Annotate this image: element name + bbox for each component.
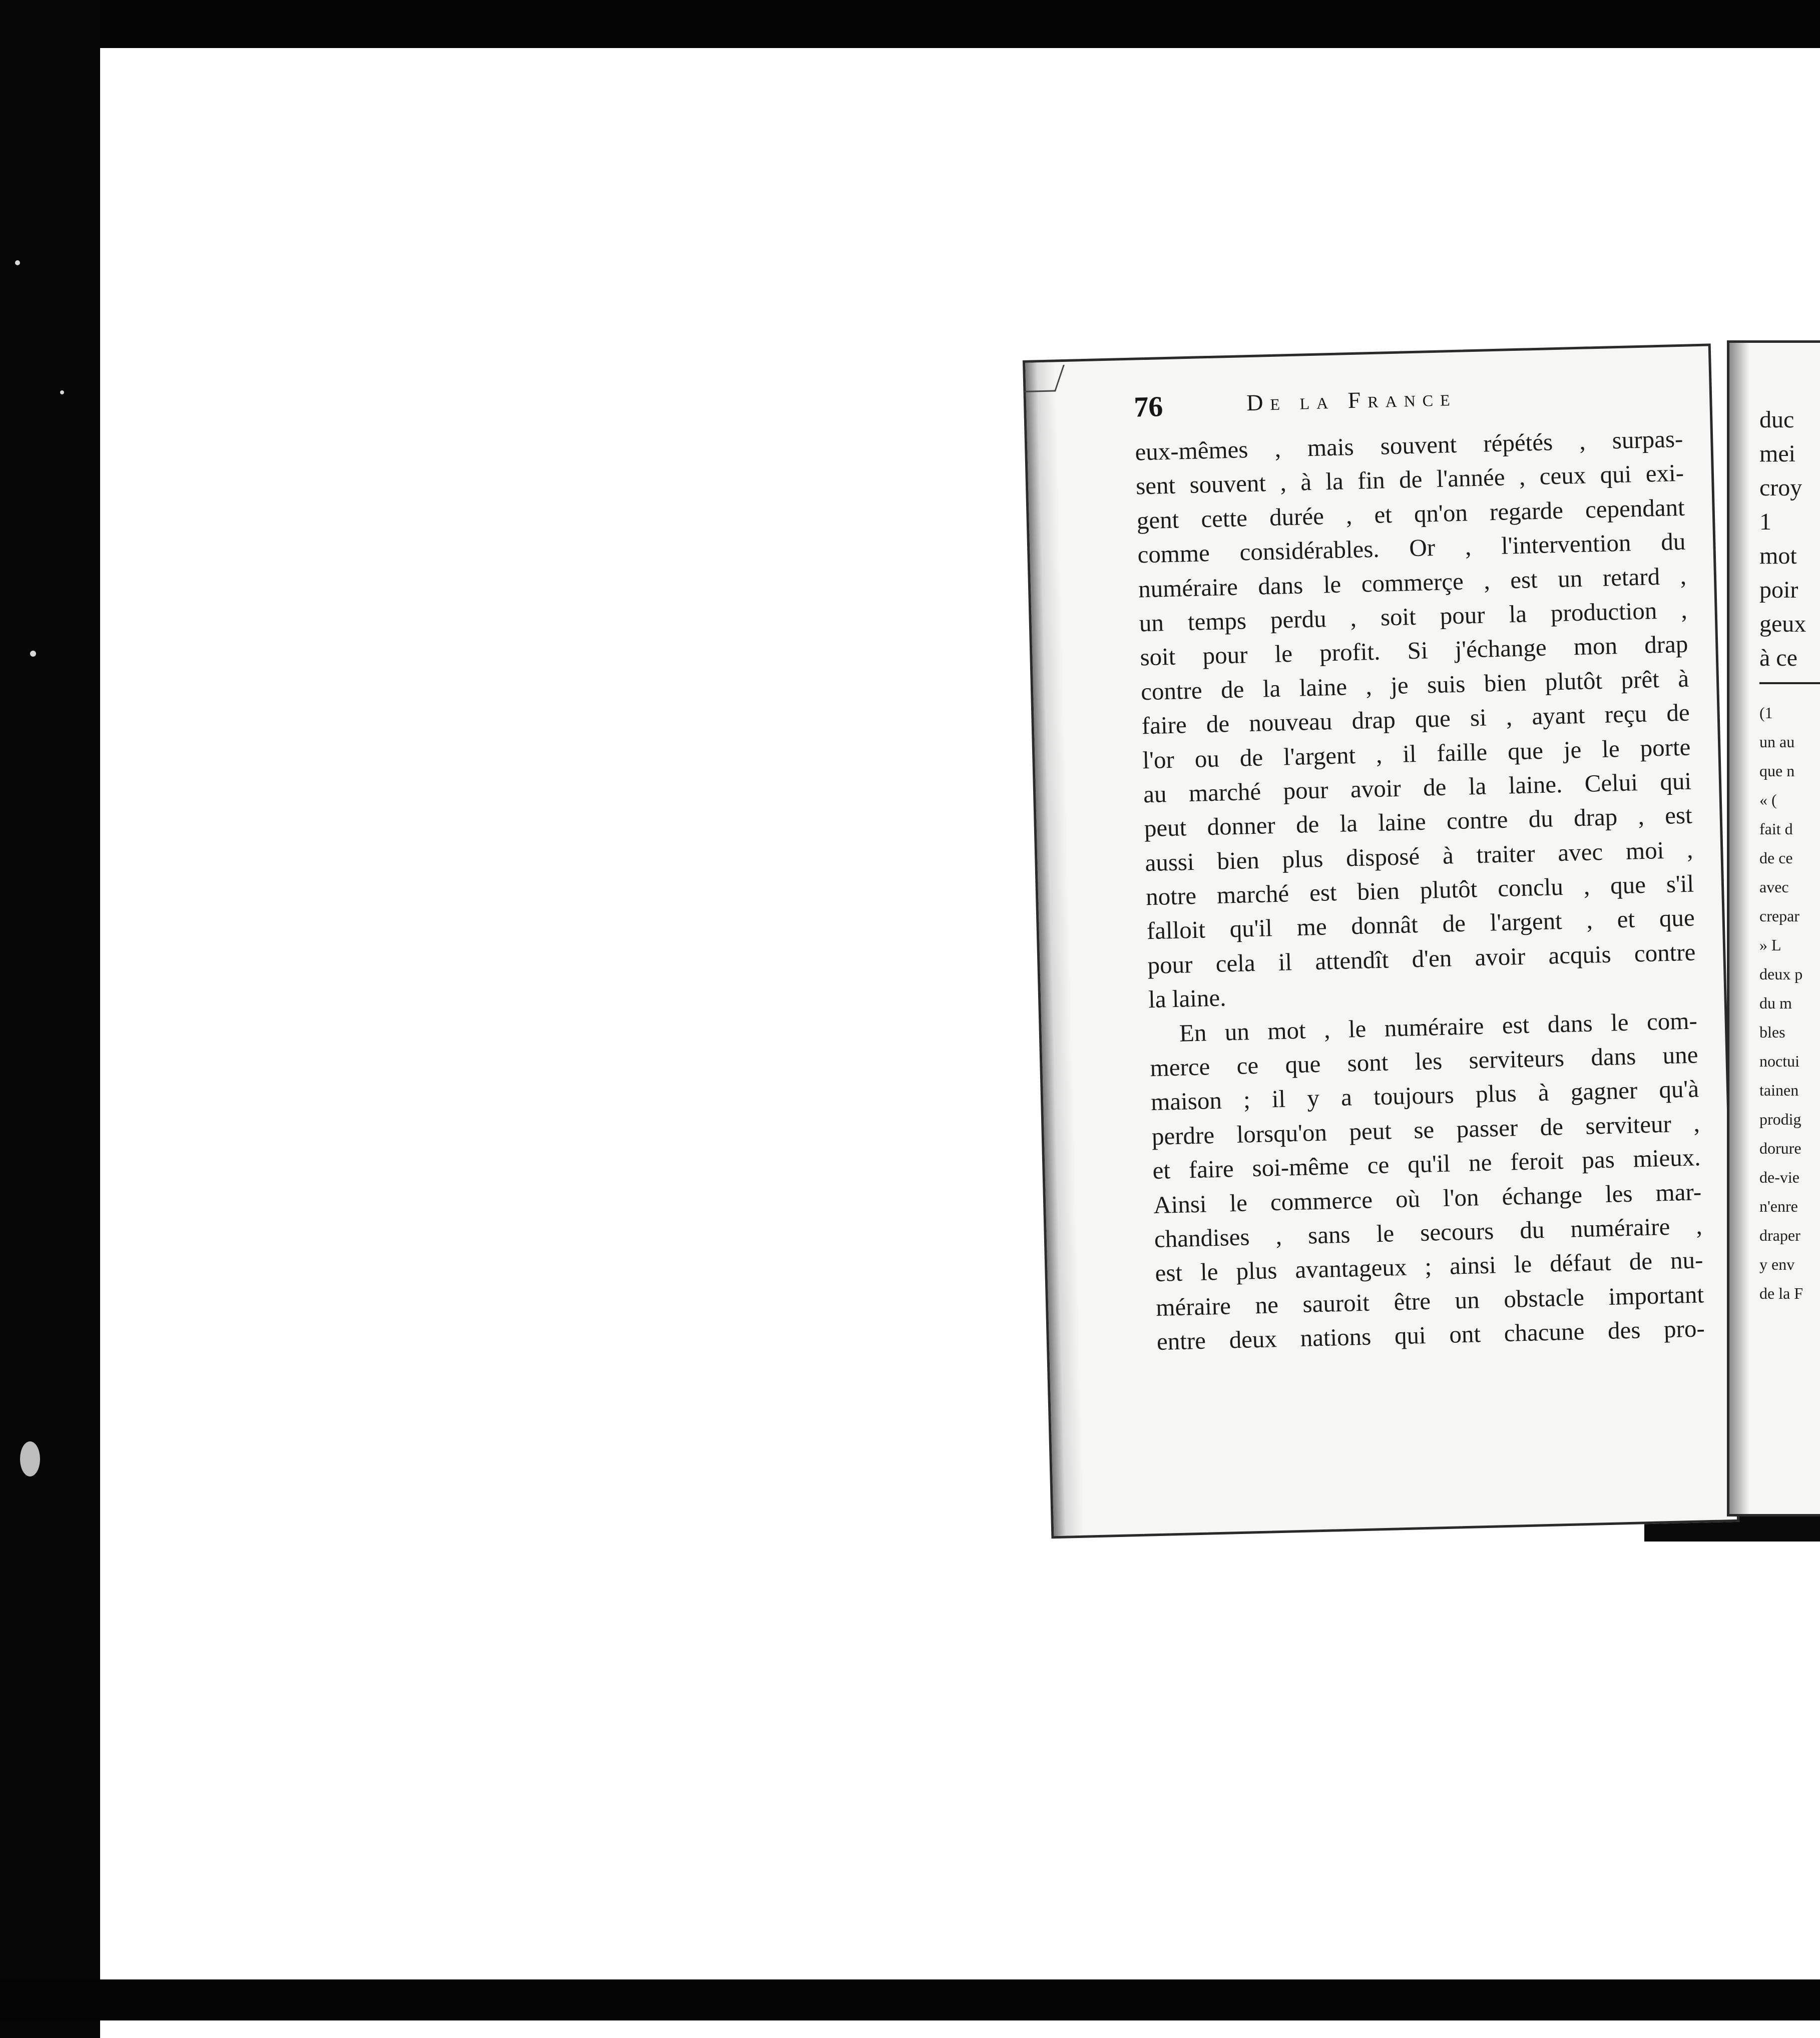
text-line: entre deux nations qui ont chacune des pro- xyxy=(1156,1314,1705,1356)
page-number: 76 xyxy=(1133,390,1164,423)
dust-speck xyxy=(30,651,36,657)
footnote-fragment: tainen xyxy=(1759,1081,1799,1099)
text-fragment: geux xyxy=(1759,611,1806,637)
footnote-fragment: fait d xyxy=(1759,820,1793,838)
text-line: numéraire dans le commerçe , est un retard , xyxy=(1138,562,1687,603)
footnote-fragment: de la F xyxy=(1759,1284,1803,1302)
text-line: maison ; il y a toujours plus à gagner qu'à xyxy=(1150,1075,1699,1116)
text-line: perdre lorsqu'on peut se passer de serviteur , xyxy=(1151,1109,1700,1150)
text-line: l'or ou de l'argent , il faille que je le porte xyxy=(1142,733,1691,774)
footnote-fragment: (1 xyxy=(1759,704,1773,722)
footnote-fragment: noctui xyxy=(1759,1052,1799,1070)
running-head: De la France xyxy=(1246,384,1458,416)
text-line: et faire soi-même ce qu'il ne feroit pas mieux. xyxy=(1152,1143,1701,1185)
text-line: notre marché est bien plutôt conclu , que s'il xyxy=(1145,869,1694,911)
footnote-fragment: que n xyxy=(1759,762,1795,780)
scan-border-bottom xyxy=(0,1979,1820,2020)
dust-speck xyxy=(20,1441,40,1476)
body-text xyxy=(1135,422,1705,1359)
facing-page-text xyxy=(1759,403,1820,1308)
text-fragment: duc xyxy=(1759,406,1794,433)
footnote-fragment: « ( xyxy=(1759,791,1777,809)
text-line: peut donner de la laine contre du drap , est xyxy=(1144,801,1693,842)
text-line: est le plus avantageux ; ainsi le défaut de nu- xyxy=(1154,1246,1703,1287)
text-fragment: 1 xyxy=(1759,508,1771,535)
footnote-fragment: draper xyxy=(1759,1226,1800,1244)
footnote-fragment: deux p xyxy=(1759,965,1803,983)
scan-bottom-strip xyxy=(100,2020,1820,2038)
book-page-right xyxy=(1727,340,1820,1516)
page-gutter-shadow xyxy=(1729,343,1749,1514)
text-line: méraire ne sauroit être un obstacle important xyxy=(1155,1280,1704,1321)
dust-speck xyxy=(15,260,20,265)
text-fragment: mot xyxy=(1759,543,1797,569)
page-header xyxy=(1133,376,1699,423)
text-line: sent souvent , à la fin de l'année , ceux qui exi- xyxy=(1135,459,1684,500)
footnote-fragment: prodig xyxy=(1759,1110,1801,1128)
text-line: comme considérables. Or , l'intervention du xyxy=(1137,527,1686,569)
text-line: falloit qu'il me donnât de l'argent , et que xyxy=(1146,904,1695,945)
footnote-fragment: n'enre xyxy=(1759,1197,1798,1215)
footnote-fragment: avec xyxy=(1759,878,1789,896)
text-line: au marché pour avoir de la laine. Celui qui xyxy=(1143,767,1692,808)
text-line: soit pour le profit. Si j'échange mon drap xyxy=(1139,630,1688,671)
text-fragment: poir xyxy=(1759,577,1798,603)
text-line: gent cette durée , et qn'on regarde cependant xyxy=(1136,493,1685,535)
text-fragment: croy xyxy=(1759,474,1802,501)
text-line: faire de nouveau drap que si , ayant reçu de xyxy=(1141,698,1690,740)
scan-border-left xyxy=(0,0,100,2038)
footnote-rule xyxy=(1759,682,1820,684)
text-line: la laine. xyxy=(1148,983,1226,1013)
footnote-fragment: un au xyxy=(1759,733,1795,751)
dust-speck xyxy=(60,390,64,394)
text-line: eux-mêmes , mais souvent répétés , surpas- xyxy=(1134,424,1683,466)
footnote-fragment: de ce xyxy=(1759,849,1793,867)
text-line: aussi bien plus disposé à traiter avec moi , xyxy=(1144,835,1693,877)
text-line: Ainsi le commerce où l'on échange les mar- xyxy=(1153,1177,1702,1219)
footnote-fragment: dorure xyxy=(1759,1139,1801,1157)
scan-border-top xyxy=(0,0,1820,48)
text-line: contre de la laine , je suis bien plutôt prêt à xyxy=(1140,664,1689,706)
footnote-fragment: bles xyxy=(1759,1023,1785,1041)
text-line: merce ce que sont les serviteurs dans une xyxy=(1149,1041,1698,1082)
footnote-fragment: du m xyxy=(1759,994,1792,1012)
text-fragment: à ce xyxy=(1759,645,1797,671)
footnote-fragment: crepar xyxy=(1759,907,1799,925)
text-line: En un mot , le numéraire est dans le com- xyxy=(1179,1006,1698,1047)
page-edge-shadow xyxy=(1025,362,1084,1536)
text-line: un temps perdu , soit pour la production , xyxy=(1139,596,1688,637)
text-line: chandises , sans le secours du numéraire , xyxy=(1154,1212,1703,1253)
footnote-fragment: de-vie xyxy=(1759,1168,1799,1186)
footnote-fragment: » L xyxy=(1759,936,1781,954)
footnote-fragment: y env xyxy=(1759,1255,1795,1273)
text-fragment: mei xyxy=(1759,440,1795,467)
book-page-left xyxy=(1023,343,1739,1539)
text-line: pour cela il attendît d'en avoir acquis contre xyxy=(1147,938,1696,979)
